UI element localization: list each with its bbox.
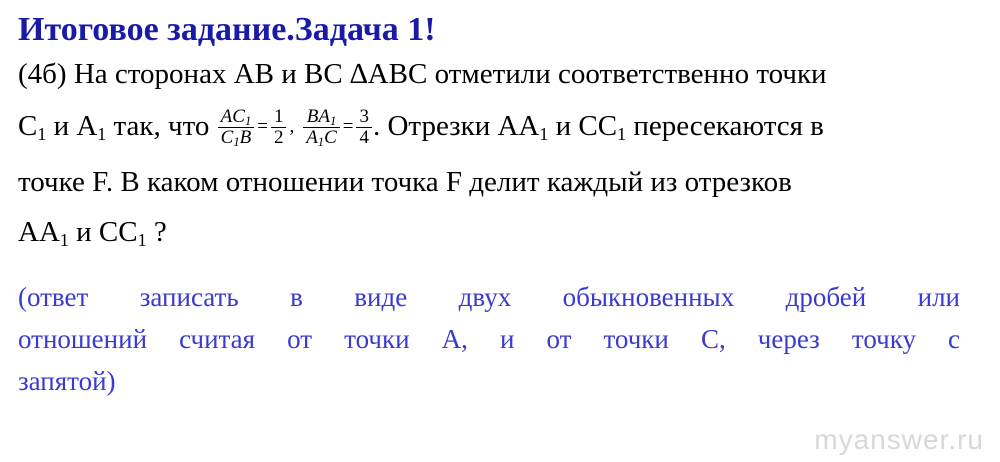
- ratio-2-numerator: [303, 107, 340, 128]
- segment-aa1-sub: 1: [539, 124, 549, 145]
- problem-line-4-question: ?: [146, 216, 167, 249]
- ratio-1-value: [271, 107, 287, 148]
- problem-line-4-cc1-sub: 1: [137, 230, 147, 251]
- point-c1-label: C: [18, 110, 38, 142]
- answer-instruction-line-3: запятой): [18, 366, 116, 397]
- ratio-1-denominator-text: C: [220, 126, 234, 148]
- problem-line-3: точке F. В каком отношении точка F делит каждый из отрезков: [18, 166, 792, 199]
- ratio-2-denominator: [303, 128, 340, 148]
- ratio-1-value-den: 2: [273, 126, 284, 148]
- ratio-2-denominator-text: A: [306, 126, 318, 148]
- segments-aa1-text: . Отрезки AA: [372, 110, 540, 142]
- answer-instruction: [18, 276, 960, 402]
- ratio-1-denominator: [218, 128, 255, 148]
- ratio-2-value: [356, 107, 372, 148]
- watermark: myanswer.ru: [814, 424, 984, 455]
- problem-line-1: [18, 52, 986, 96]
- ratio-2-numerator-sub: 1: [329, 113, 337, 128]
- problem-line-2-tail: пересекаются в: [626, 110, 824, 142]
- segments-cc1-text: и CC: [548, 110, 618, 142]
- ratio-1-denominator-sub: 1: [233, 134, 240, 149]
- ratio-1-numerator: [218, 107, 255, 128]
- answer-instruction-line-1: (ответ записать в виде двух обыкновенных дробей или: [18, 282, 960, 313]
- point-c1-subscript: 1: [37, 124, 47, 145]
- problem-line-2: [18, 104, 986, 150]
- ratio-1-numerator-text: AC: [220, 105, 245, 127]
- ratio-fraction-2: [303, 107, 340, 148]
- ratio-separator: ,: [289, 116, 295, 138]
- problem-line-4-cc1: и CC: [68, 216, 138, 249]
- ratio-2-value-num: 3: [356, 107, 372, 128]
- problem-line-4-aa1: AA: [18, 216, 60, 249]
- ratio-2-value-den: 4: [359, 126, 369, 148]
- problem-line-1-suffix: отметили соответственно точки: [427, 58, 827, 90]
- segment-cc1-sub: 1: [617, 124, 627, 145]
- problem-line-1-prefix: (4б) На сторонах АВ и ВС: [18, 58, 350, 90]
- problem-line-4: [18, 210, 986, 254]
- page-title: Итоговое задание.Задача 1!: [18, 11, 436, 48]
- ratio-2-equals: =: [342, 116, 354, 138]
- ratio-2-denominator-tail: C: [324, 126, 337, 148]
- ratio-1-denominator-tail: B: [239, 126, 252, 148]
- ratio-2-denominator-sub: 1: [317, 134, 325, 149]
- triangle-abc: ∆АВС: [349, 58, 428, 90]
- problem-line-2-conj: и A: [46, 110, 98, 142]
- problem-line-4-aa1-sub: 1: [59, 230, 69, 251]
- point-a1-subscript: 1: [97, 124, 107, 145]
- ratio-1-numerator-sub: 1: [244, 113, 252, 128]
- problem-line-2-such-that: так, что: [106, 110, 210, 142]
- ratio-fraction-1: [218, 107, 255, 148]
- answer-instruction-line-2: отношений считая от точки A, и от точки C, через точку с: [18, 324, 960, 355]
- ratio-1-value-num: 1: [271, 107, 287, 128]
- problem-statement: [18, 52, 986, 254]
- ratio-1-equals: =: [257, 116, 268, 138]
- ratio-2-numerator-text: BA: [306, 105, 330, 127]
